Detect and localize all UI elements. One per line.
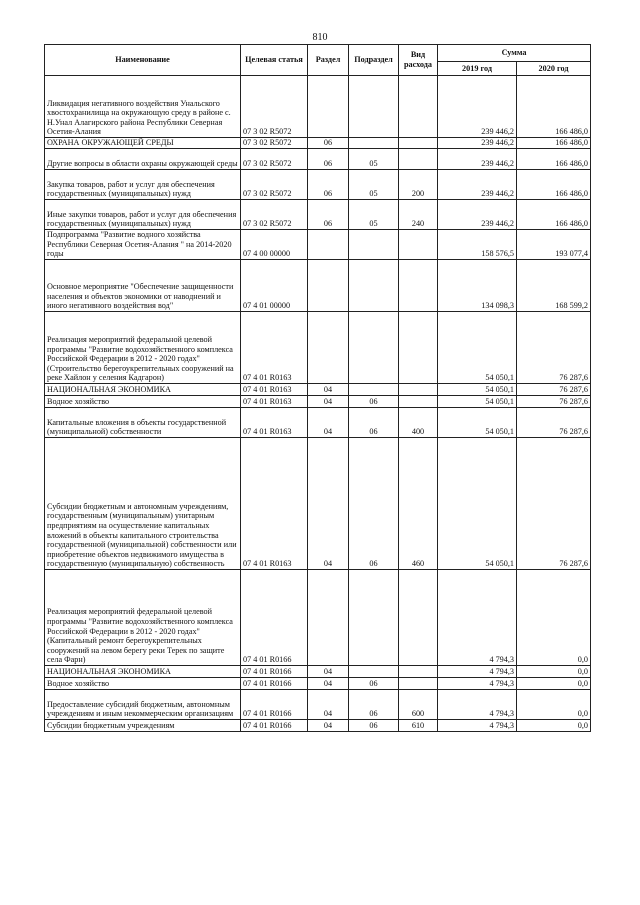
table-row (45, 678, 591, 690)
table-row (45, 384, 591, 396)
row-expense-type: 400 (399, 408, 438, 438)
table-row (45, 200, 591, 230)
row-name: НАЦИОНАЛЬНАЯ ЭКОНОМИКА (45, 384, 241, 396)
row-article: 07 4 01 R0166 (241, 678, 308, 690)
row-value-2019: 4 794,3 (438, 666, 517, 678)
row-name: Водное хозяйство (45, 678, 241, 690)
table-row (45, 260, 591, 312)
table-row (45, 312, 591, 384)
row-article: 07 4 00 00000 (241, 230, 308, 260)
table-row (45, 149, 591, 170)
row-article: 07 4 01 R0166 (241, 690, 308, 720)
row-expense-type (399, 384, 438, 396)
table-row (45, 230, 591, 260)
row-value-2019: 4 794,3 (438, 570, 517, 666)
row-value-2019: 54 050,1 (438, 408, 517, 438)
row-expense-type (399, 138, 438, 149)
row-name: Реализация мероприятий федеральной целевой программы "Развитие водохозяйственного комплекса Российской Федерации в 2012 - 2020 годах" (Капитальный ремонт берегоукрепительных сооружений на левом берегу реки Терек по защите села Фарн) (45, 570, 241, 666)
row-article: 07 3 02 R5072 (241, 138, 308, 149)
table-row (45, 76, 591, 138)
row-subsection: 06 (349, 396, 399, 408)
row-expense-type: 240 (399, 200, 438, 230)
row-article: 07 3 02 R5072 (241, 200, 308, 230)
row-value-2019: 4 794,3 (438, 678, 517, 690)
row-section (308, 312, 349, 384)
row-value-2019: 239 446,2 (438, 149, 517, 170)
row-article: 07 3 02 R5072 (241, 170, 308, 200)
row-name: Субсидии бюджетным и автономным учреждениям, государственным (муниципальным) унитарным предприятиям на осуществление капитальных вложений в объекты капитального строительства государственной (муниципальной) собственности или приобретение объектов недвижимого имущества в государственную (муниципальную) собственность (45, 438, 241, 570)
table-row (45, 396, 591, 408)
row-expense-type (399, 260, 438, 312)
header-year-2020: 2020 год (517, 62, 591, 76)
row-expense-type (399, 666, 438, 678)
row-expense-type: 200 (399, 170, 438, 200)
row-article: 07 4 01 R0163 (241, 312, 308, 384)
row-expense-type: 460 (399, 438, 438, 570)
row-name: Субсидии бюджетным учреждениям (45, 720, 241, 732)
row-section (308, 260, 349, 312)
row-section: 06 (308, 138, 349, 149)
table-row (45, 570, 591, 666)
row-subsection: 05 (349, 170, 399, 200)
header-year-2019: 2019 год (438, 62, 517, 76)
row-section: 04 (308, 384, 349, 396)
row-value-2020: 0,0 (517, 678, 591, 690)
row-value-2020: 76 287,6 (517, 408, 591, 438)
row-subsection (349, 666, 399, 678)
row-expense-type (399, 230, 438, 260)
row-value-2020: 193 077,4 (517, 230, 591, 260)
row-name: Капитальные вложения в объекты государственной (муниципальной) собственности (45, 408, 241, 438)
row-value-2020: 168 599,2 (517, 260, 591, 312)
row-value-2020: 0,0 (517, 720, 591, 732)
row-section: 06 (308, 149, 349, 170)
row-article: 07 4 01 00000 (241, 260, 308, 312)
row-value-2020: 166 486,0 (517, 76, 591, 138)
header-name: Наименование (45, 45, 241, 76)
row-article: 07 4 01 R0163 (241, 408, 308, 438)
row-value-2020: 76 287,6 (517, 438, 591, 570)
row-value-2020: 0,0 (517, 666, 591, 678)
row-value-2019: 54 050,1 (438, 384, 517, 396)
row-article: 07 4 01 R0163 (241, 384, 308, 396)
row-section: 04 (308, 438, 349, 570)
row-section: 04 (308, 720, 349, 732)
row-value-2020: 166 486,0 (517, 170, 591, 200)
table-row (45, 690, 591, 720)
table-row (45, 666, 591, 678)
row-expense-type (399, 76, 438, 138)
row-section: 04 (308, 396, 349, 408)
row-name: НАЦИОНАЛЬНАЯ ЭКОНОМИКА (45, 666, 241, 678)
header-expense-type: Вид расхода (399, 45, 438, 76)
table-row (45, 438, 591, 570)
row-value-2019: 239 446,2 (438, 200, 517, 230)
row-subsection (349, 138, 399, 149)
row-value-2020: 76 287,6 (517, 384, 591, 396)
row-article: 07 4 01 R0163 (241, 438, 308, 570)
table-row (45, 720, 591, 732)
row-expense-type: 600 (399, 690, 438, 720)
row-article: 07 3 02 R5072 (241, 149, 308, 170)
row-value-2020: 166 486,0 (517, 138, 591, 149)
row-name: Реализация мероприятий федеральной целевой программы "Развитие водохозяйственного комплекса Российской Федерации в 2012 - 2020 годах" (Строительство берегоукрепительных сооружений на реке Хайлон у селения Кадгарон) (45, 312, 241, 384)
row-subsection (349, 260, 399, 312)
row-expense-type (399, 312, 438, 384)
row-value-2020: 76 287,6 (517, 312, 591, 384)
row-name: Предоставление субсидий бюджетным, автономным учреждениям и иным некоммерческим организациям (45, 690, 241, 720)
row-article: 07 3 02 R5072 (241, 76, 308, 138)
row-value-2019: 54 050,1 (438, 312, 517, 384)
row-value-2020: 166 486,0 (517, 200, 591, 230)
row-expense-type: 610 (399, 720, 438, 732)
row-subsection: 06 (349, 438, 399, 570)
row-name: Водное хозяйство (45, 396, 241, 408)
row-section (308, 570, 349, 666)
row-name: Подпрограмма "Развитие водного хозяйства Республики Северная Осетия-Алания " на 2014-2020 годы (45, 230, 241, 260)
budget-table (44, 44, 591, 732)
row-name: Ликвидация негативного воздействия Унальского хвостохранилища на окружающую среду в районе с. Н.Унал Алагирского района Республики Северная Осетия-Алания (45, 76, 241, 138)
row-name: ОХРАНА ОКРУЖАЮЩЕЙ СРЕДЫ (45, 138, 241, 149)
row-section (308, 230, 349, 260)
row-article: 07 4 01 R0166 (241, 666, 308, 678)
row-name: Иные закупки товаров, работ и услуг для обеспечения государственных (муниципальных) нужд (45, 200, 241, 230)
row-section: 06 (308, 200, 349, 230)
row-subsection: 05 (349, 149, 399, 170)
row-section (308, 76, 349, 138)
row-value-2019: 54 050,1 (438, 438, 517, 570)
row-expense-type (399, 396, 438, 408)
row-subsection (349, 312, 399, 384)
row-expense-type (399, 570, 438, 666)
header-sum: Сумма (438, 45, 591, 62)
row-section: 06 (308, 170, 349, 200)
header-subsection: Подраздел (349, 45, 399, 76)
row-subsection (349, 76, 399, 138)
row-value-2019: 239 446,2 (438, 170, 517, 200)
table-row (45, 170, 591, 200)
row-value-2020: 0,0 (517, 570, 591, 666)
row-subsection: 06 (349, 720, 399, 732)
row-value-2019: 134 098,3 (438, 260, 517, 312)
row-article: 07 4 01 R0166 (241, 570, 308, 666)
row-value-2019: 4 794,3 (438, 690, 517, 720)
row-value-2019: 239 446,2 (438, 76, 517, 138)
table-row (45, 408, 591, 438)
row-expense-type (399, 678, 438, 690)
row-section: 04 (308, 408, 349, 438)
row-subsection (349, 230, 399, 260)
row-value-2019: 158 576,5 (438, 230, 517, 260)
row-value-2019: 54 050,1 (438, 396, 517, 408)
row-subsection (349, 384, 399, 396)
row-section: 04 (308, 666, 349, 678)
row-section: 04 (308, 678, 349, 690)
page-number: 810 (312, 32, 328, 43)
row-section: 04 (308, 690, 349, 720)
row-name: Закупка товаров, работ и услуг для обеспечения государственных (муниципальных) нужд (45, 170, 241, 200)
row-name: Основное мероприятие "Обеспечение защищенности населения и объектов экономики от наводнений и иного негативного воздействия вод" (45, 260, 241, 312)
row-value-2019: 4 794,3 (438, 720, 517, 732)
row-subsection: 06 (349, 678, 399, 690)
table-row (45, 138, 591, 149)
row-value-2020: 166 486,0 (517, 149, 591, 170)
row-subsection: 06 (349, 690, 399, 720)
row-subsection (349, 570, 399, 666)
row-value-2020: 0,0 (517, 690, 591, 720)
header-article: Целевая статья (241, 45, 308, 76)
row-subsection: 05 (349, 200, 399, 230)
row-article: 07 4 01 R0166 (241, 720, 308, 732)
row-name: Другие вопросы в области охраны окружающей среды (45, 149, 241, 170)
row-article: 07 4 01 R0163 (241, 396, 308, 408)
row-value-2019: 239 446,2 (438, 138, 517, 149)
row-expense-type (399, 149, 438, 170)
row-value-2020: 76 287,6 (517, 396, 591, 408)
header-section: Раздел (308, 45, 349, 76)
row-subsection: 06 (349, 408, 399, 438)
